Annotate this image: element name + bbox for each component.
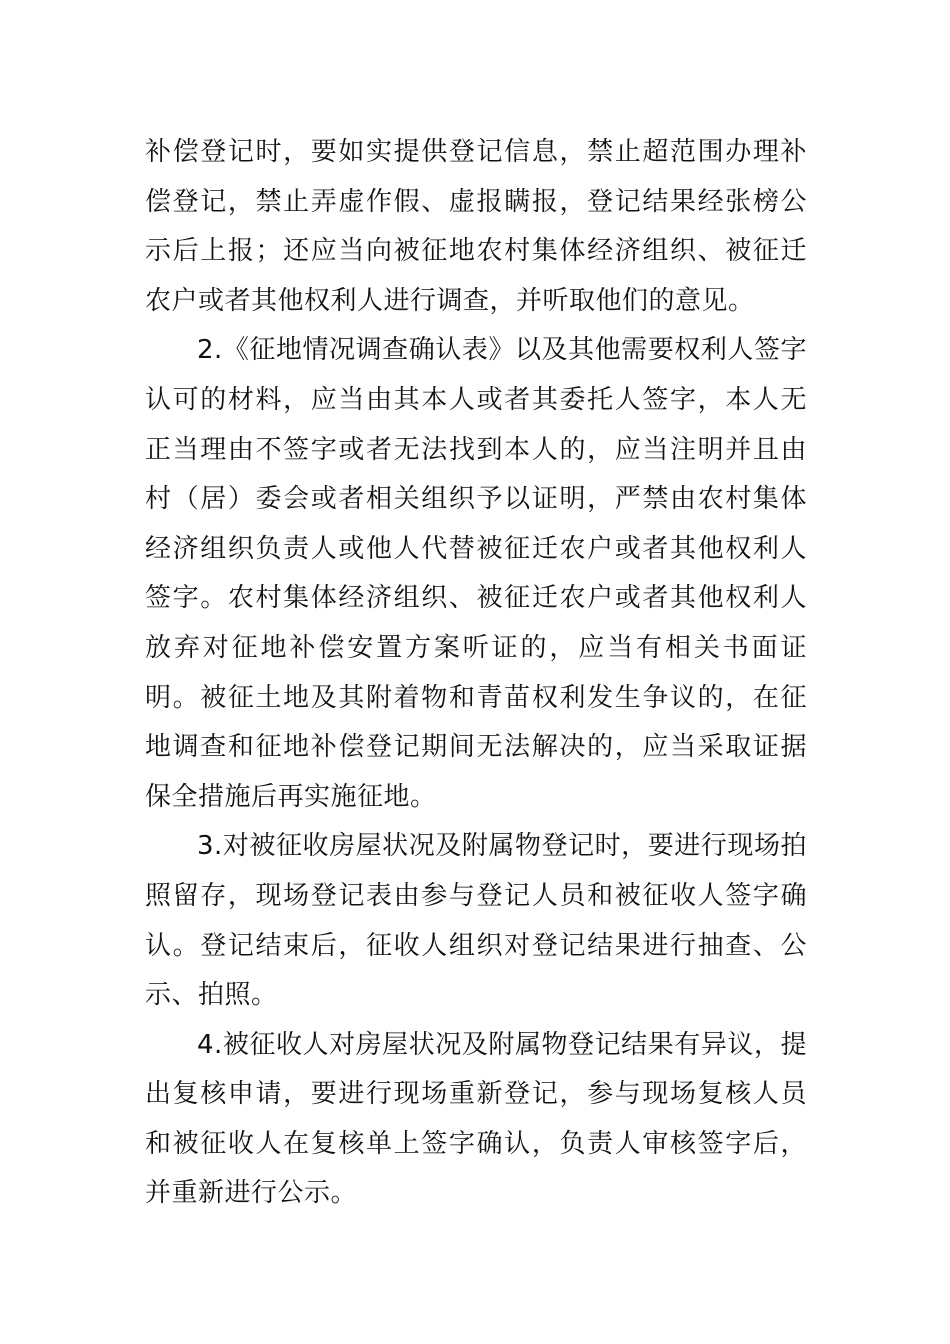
paragraph-item-4-review: 4.被征收人对房屋状况及附属物登记结果有异议，提出复核申请，要进行现场重新登记，参与现场复核人员和被征收人在复核单上签字确认，负责人审核签字后，并重新进行公示。 xyxy=(145,1029,807,1209)
paragraph-registration-continued: 补偿登记时，要如实提供登记信息，禁止超范围办理补偿登记，禁止弄虚作假、虚报瞒报，登记结果经张榜公示后上报；还应当向被征地农村集体经济组织、被征迁农户或者其他权利人进行调查，并听取他们的意见。 xyxy=(145,137,807,316)
paragraph-item-3-house-registration: 3.对被征收房屋状况及附属物登记时，要进行现场拍照留存，现场登记表由参与登记人员和被征收人签字确认。登记结束后，征收人组织对登记结果进行抽查、公示、拍照。 xyxy=(145,831,807,1011)
paragraph-item-2-signature: 2.《征地情况调查确认表》以及其他需要权利人签字认可的材料，应当由其本人或者其委托人签字，本人无正当理由不签字或者无法找到本人的，应当注明并且由村（居）委会或者相关组织予以证明，严禁由农村集体经济组织负责人或他人代替被征迁农户或者其他权利人签字。农村集体经济组织、被征迁农户或者其他权利人放弃对征地补偿安置方案听证的，应当有相关书面证明。被征土地及其附着物和青苗权利发生争议的，在征地调查和征地补偿登记期间无法解决的，应当采取证据保全措施后再实施征地。 xyxy=(145,335,807,812)
document-body xyxy=(145,128,807,1219)
